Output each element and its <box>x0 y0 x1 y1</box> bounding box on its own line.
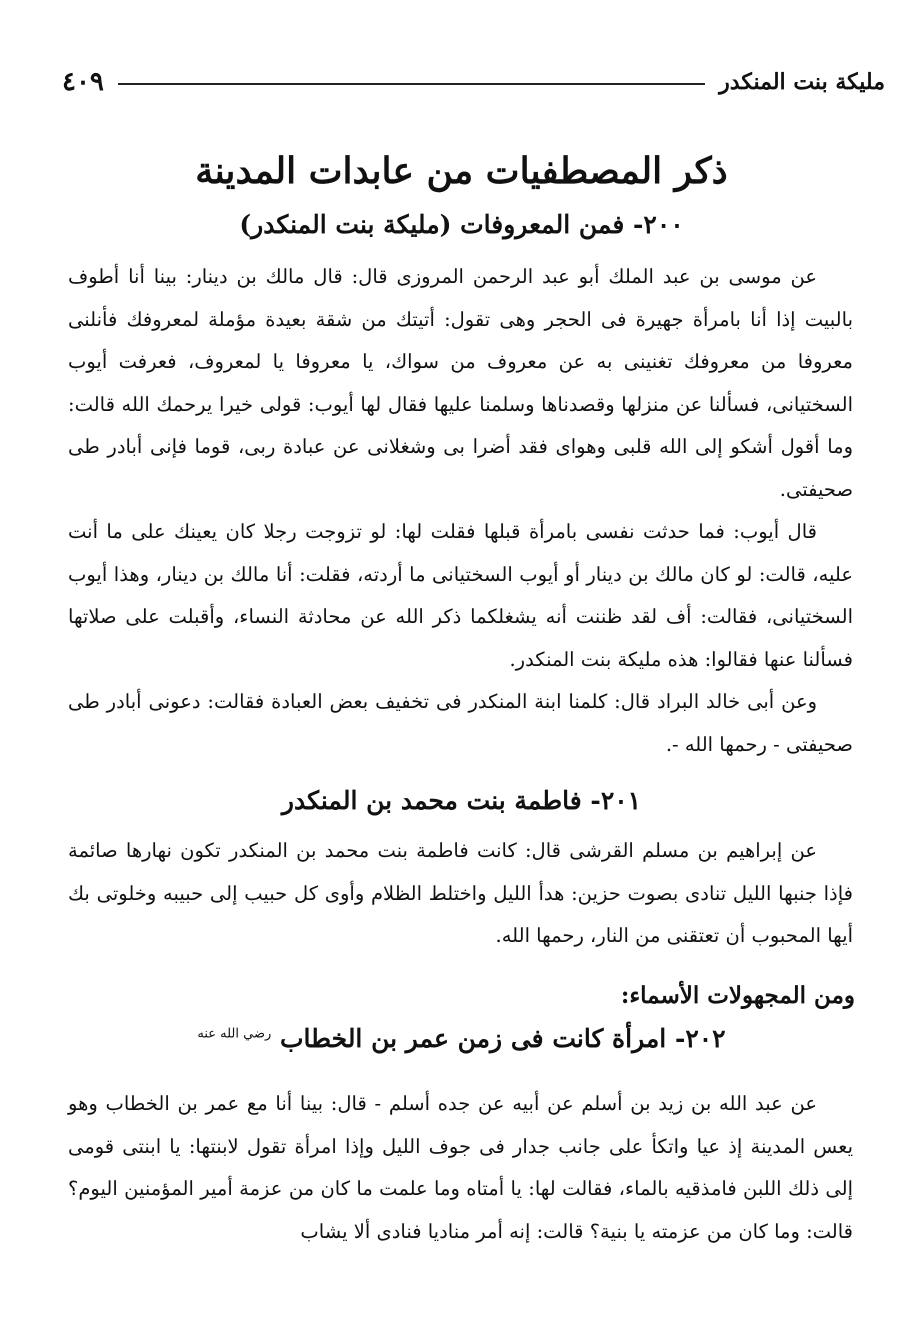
section-201-title: ٢٠١- فاطمة بنت محمد بن المنكدر <box>281 786 642 815</box>
running-title: مليكة بنت المنكدر <box>719 69 885 95</box>
paragraph: قال أيوب: فما حدثت نفسى بامرأة قبلها فقلت لها: لو تزوجت رجلا كان يعينك على ما أنت عليه، قالت: لو كان مالك بن دينار أو أيوب السختيانى ما أردته، فقلت: أنا مالك بن دينار، وهذا أيوب السختيانى، فقالت: أف لقد ظننت أنه يشغلكما ذكر الله عن محادثة النساء، وأقبلت على صلاتها فسألنا عنها فقالوا: هذه مليكة بنت المنكدر. <box>68 520 853 671</box>
section-200-title: ٢٠٠- فمن المعروفات (مليكة بنت المنكدر) <box>239 210 684 239</box>
section-202-body <box>68 1083 853 1253</box>
section-200-body <box>68 256 853 766</box>
paragraph: عن موسى بن عبد الملك أبو عبد الرحمن المروزى قال: قال مالك بن دينار: بينا أنا أطوف بالبيت إذا أنا بامرأة جهيرة فى الحجر وهى تقول: أتيتك من شقة بعيدة مؤملة لمعروفك فأنلنى معروفا من معروفك تغنينى به عن معروف من سواك، يا معروفا يا لمعروف، فعرفت أيوب السختيانى، فسألنا عن منزلها وقصدناها وسلمنا عليها فقال لها أيوب: قولى خيرا يرحمك الله قالت: وما أقول أشكو إلى الله قلبى وهواى فقد أضرا بى وشغلانى عن عبادة ربى، قوما فإنى أبادر طى صحيفتى. <box>68 265 853 501</box>
section-201-body <box>68 830 853 958</box>
honorific-mark: رضي الله عنه <box>197 1026 272 1042</box>
unnamed-women-subheading: ومن المجهولات الأسماء: <box>620 982 855 1009</box>
paragraph: وعن أبى خالد البراد قال: كلمنا ابنة المنكدر فى تخفيف بعض العبادة فقالت: دعونى أبادر طى صحيفتى - رحمها الله -. <box>68 690 853 756</box>
paragraph: عن إبراهيم بن مسلم القرشى قال: كانت فاطمة بنت محمد بن المنكدر تكون نهارها صائمة فإذا جنبها الليل تنادى بصوت حزين: هدأ الليل واختلط الظلام وأوى كل حبيب إلى حبيبه وخلوتى بك أيها المحبوب أن تعتقنى من النار، رحمها الله. <box>68 839 853 947</box>
section-202-title-text: ٢٠٢- امرأة كانت فى زمن عمر بن الخطاب <box>280 1024 726 1053</box>
running-header <box>62 60 885 104</box>
section-202-title <box>0 1024 923 1053</box>
page-number: ٤٠٩ <box>62 67 104 97</box>
header-rule <box>118 83 705 85</box>
paragraph: عن عبد الله بن زيد بن أسلم عن أبيه عن جده أسلم - قال: بينا أنا مع عمر بن الخطاب وهو يعس المدينة إذ عيا واتكأ على جانب جدار فى جوف الليل وإذا امرأة تقول لابنتها: يا ابنتى قومى إلى ذلك اللبن فامذقيه بالماء، فقالت لها: يا أمتاه وما علمت ما كان من عزمة أمير المؤمنين اليوم؟ قالت: وما كان من عزمته يا بنية؟ قالت: إنه أمر مناديا فنادى ألا يشاب <box>68 1092 853 1243</box>
chapter-title: ذكر المصطفيات من عابدات المدينة <box>195 150 728 192</box>
